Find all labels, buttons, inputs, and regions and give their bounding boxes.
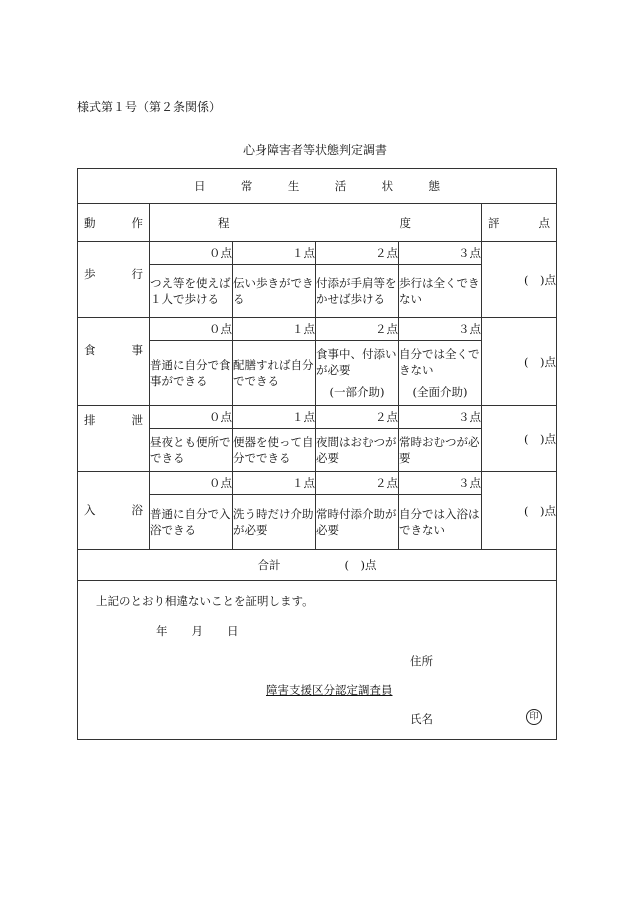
action-char: 行 [131,267,143,281]
action-char: 泄 [131,413,143,427]
score-3: ３点 [399,318,482,341]
section-header [78,169,557,204]
column-header-degree [150,204,482,242]
description-cell [150,341,233,406]
total-row [78,550,557,581]
score-1: １点 [233,472,316,495]
description: つえ等を使えば１人で歩ける [150,276,231,306]
score-0: ０点 [150,242,233,265]
header-char: 状 [381,179,394,193]
score-3: ３点 [399,242,482,265]
total-label: 合計 [257,558,281,572]
col-char: 度 [399,215,411,230]
description-cell [150,495,233,550]
description: 昼夜とも便所でできる [150,435,231,465]
description-cell [399,341,482,406]
col-char: 点 [538,215,551,230]
score-3: ３点 [399,406,482,429]
col-char: 動 [84,215,96,230]
header-char: 日 [194,179,206,193]
description-cell [233,341,316,406]
score-2: ２点 [316,242,399,265]
description: 夜間はおむつが必要 [316,435,397,465]
column-header-action [78,204,150,242]
score-3: ３点 [399,472,482,495]
certification-section [78,581,557,740]
total-value[interactable]: ( )点 [344,558,377,572]
score-2: ２点 [316,472,399,495]
description: 常時おむつが必要 [399,435,480,465]
description: 普通に自分で入浴できる [150,507,231,537]
description-cell [233,265,316,318]
description-cell [399,265,482,318]
action-char: 排 [84,413,96,427]
eval-excretion[interactable]: ( )点 [482,406,557,472]
action-char: 事 [131,343,143,357]
description: 自分では全くできない [399,347,480,377]
description-cell [316,341,399,406]
description-cell [233,429,316,472]
year-label: 年 [156,624,168,638]
score-2: ２点 [316,318,399,341]
description-cell [150,265,233,318]
col-char: 程 [218,215,230,230]
document-title: 心身障害者等状態判定調書 [242,143,387,157]
description: 付添が手肩等をかせば歩ける [316,276,397,306]
description: 配膳すれば自分でできる [233,358,314,388]
description-cell [399,429,482,472]
eval-bathing[interactable]: ( )点 [482,472,557,550]
score-2: ２点 [316,406,399,429]
description-cell [316,495,399,550]
description-cell [150,429,233,472]
description: 普通に自分で食事ができる [150,358,231,388]
action-walking [78,242,150,318]
seal-mark: 印 [526,709,542,725]
action-bathing [78,472,150,550]
col-char: 評 [488,215,500,230]
description: 便器を使って自分でできる [233,435,314,465]
action-char: 食 [84,343,96,357]
header-char: 常 [240,179,253,193]
eval-eating[interactable]: ( )点 [482,318,557,406]
assessment-table [77,168,557,740]
description: 伝い歩きができる [233,276,314,306]
score-0: ０点 [150,406,233,429]
action-eating [78,318,150,406]
date-line[interactable] [156,623,263,639]
description: 洗う時だけ介助が必要 [233,507,314,537]
score-1: １点 [233,318,316,341]
action-char: 歩 [84,267,96,281]
form-number: 様式第１号（第２条関係） [77,100,222,114]
description: 歩行は全くできない [399,276,480,306]
score-1: １点 [233,242,316,265]
col-char: 作 [131,215,143,230]
description: 自分では入浴はできない [399,507,480,537]
description-cell [233,495,316,550]
description-cell [316,265,399,318]
column-header-eval [482,204,557,242]
description: 常時付添介助が必要 [316,507,397,537]
certification-statement: 上記のとおり相違ないことを証明します。 [96,594,314,608]
name-label: 氏名 [410,712,433,726]
score-1: １点 [233,406,316,429]
header-char: 活 [334,179,347,193]
header-char: 生 [287,179,300,193]
description-cell [316,429,399,472]
action-char: 浴 [131,503,143,517]
inspector-title: 障害支援区分認定調査員 [266,683,393,697]
score-0: ０点 [150,472,233,495]
address-label: 住所 [410,654,433,668]
month-label: 月 [191,624,203,638]
action-char: 入 [84,503,96,517]
action-excretion [78,406,150,472]
description-cell [399,495,482,550]
description: 食事中、付添いが必要 [316,347,397,377]
score-0: ０点 [150,318,233,341]
header-char: 態 [428,179,441,193]
description-note: (一部介助) [329,385,385,399]
eval-walking[interactable]: ( )点 [482,242,557,318]
day-label: 日 [227,624,239,638]
description-note: (全面介助) [412,385,468,399]
